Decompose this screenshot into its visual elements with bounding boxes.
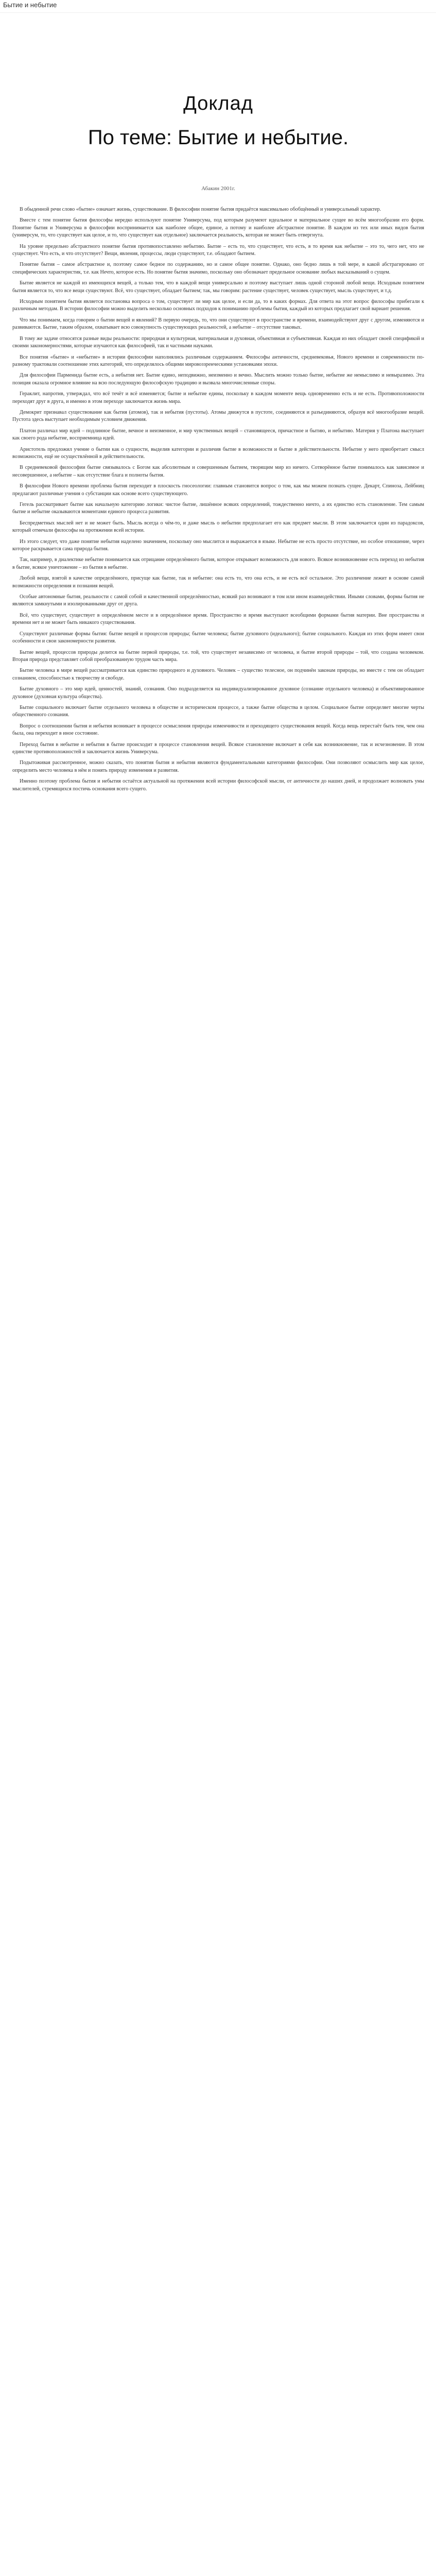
body-paragraph: В обыденной речи слово «бытие» означает жизнь, существование. В философии понятие бытия придаётся максимально обобщённый и универсальный характер.	[20, 207, 381, 212]
body-paragraph: Особые автономные бытия, реальности с самой собой и качественной определённостью, всякий раз возникают в том или ином взаимодействии. Иными словами, формы бытия не являются замкнутыми и изолированными друг от друга.	[12, 594, 424, 607]
body-paragraph: В философии Нового времени проблема бытия переходит в плоскость гносеологии: главным становится вопрос о том, как мы можем познать сущее. Декарт, Спиноза, Лейбниц предлагают различные учения о субстанции как основе всего существующего.	[12, 483, 424, 497]
body-paragraph: Из этого следует, что даже понятие небытия наделено значением, поскольку оно мыслится и выражается в языке. Небытие не есть просто отсутствие, но особое отношение, через которое раскрывается сама природа бытия.	[12, 538, 424, 552]
body-paragraph: Вместе с тем понятие бытия философы нередко используют понятие Универсума, под которым разумеют идеальное и материальное сущее во всём многообразии его форм. Понятие бытия и Универсума в философии воспринимается как наиболее общее, единое, а потому и наиболее абстрактное понятие. В каждом из тех или иных видов бытия (универсум, то, что существует как целое, и то, что существует как отдельное) заключается реальность, которая не может быть отвергнута.	[12, 217, 424, 239]
window-title-bar	[0, 0, 436, 13]
body-paragraph: Демокрит признавал существование как бытия (атомов), так и небытия (пустоты). Атомы движутся в пустоте, соединяются и разъединяются, образуя всё многообразие вещей. Пустота здесь выступает необходимым условием движения.	[12, 409, 424, 423]
body-paragraph: Бытие духовного – это мир идей, ценностей, знаний, сознания. Оно подразделяется на индивидуализированное духовное (сознание отдельного человека) и объективированное духовное (духовная культура общества).	[12, 686, 424, 700]
document-page	[12, 93, 424, 796]
body-paragraph: Понятие бытия – самое абстрактное и, поэтому самое бедное по содержанию, но и самое общее понятие. Однако, оно бедно лишь в той мере, в какой абстрагировано от специфических характеристик, т.е. как Нечто, которое есть. Но понятие бытия значимо, поскольку оно обозначает предельное основание любых высказываний о сущем.	[12, 262, 424, 275]
body-paragraph: Переход бытия в небытие и небытия в бытие происходит в процессе становления вещей. Всякое становление включает в себя как возникновение, так и исчезновение. В этом единстве противоположностей и заключается жизнь Универсума.	[12, 741, 424, 755]
body-paragraph: Бытие человека в мире вещей рассматривается как единство природного и духовного. Человек – существо телесное, он подчинён законам природы, но вместе с тем он обладает сознанием, способностью к творчеству и свободе.	[12, 668, 424, 681]
body-paragraph: Для философии Парменида бытие есть, а небытия нет. Бытие едино, неподвижно, неизменно и вечно. Мыслить можно только бытие, небытие же немыслимо и невыразимо. Эта позиция оказала огромное влияние на всю последующую философскую традицию и вызвала многочисленные споры.	[12, 372, 424, 386]
body-paragraph: Подытоживая рассмотренное, можно сказать, что понятия бытия и небытия являются фундаментальными категориями философии. Они позволяют осмыслить мир как целое, определить место человека в нём и понять природу изменения и развития.	[12, 760, 424, 773]
document-body	[12, 206, 424, 793]
document-subtitle: По теме: Бытие и небытие.	[88, 126, 349, 149]
body-paragraph: Существуют различные формы бытия: бытие вещей и процессов природы; бытие человека; бытие духовного (идеального); бытие социального. Каждая из этих форм имеет свои особенности и свои закономерности развития.	[12, 631, 424, 645]
body-paragraph: Что мы понимаем, когда говорим о бытии вещей и явлений? В первую очередь, то, что они существуют в пространстве и времени, взаимодействуют друг с другом, изменяются и развиваются. Бытие, таким образом, охватывает всю совокупность существующих реальностей, а небытие – отсутствие таковых.	[12, 317, 424, 331]
body-paragraph: Любой вещи, взятой в качестве определённого, присуще как бытие, так и небытие: она есть то, что она есть, и не есть всё остальное. Это различение лежит в основе самой возможности определения и познания вещей.	[12, 575, 424, 589]
body-paragraph: Гегель рассматривает бытие как начальную категорию логики: чистое бытие, лишённое всяких определений, тождественно ничто, а их единство есть становление. Тем самым бытие и небытие оказываются моментами единого процесса развития.	[12, 502, 424, 515]
body-paragraph: Аристотель предложил учение о бытии как о сущности, выделив категории и различив бытие в возможности и бытие в действительности. Небытие у него приобретает смысл возможности, ещё не осуществлённой в действительности.	[12, 446, 424, 460]
body-paragraph: В тому же задаче относятся разные виды реальности: природная и культурная, материальная и духовная, объективная и субъективная. Каждая из них обладает своей спецификой и своими закономерностями, которые изучаются как философией, так и частными науками.	[12, 335, 424, 349]
body-paragraph: Бытие является не каждой из имеющихся вещей, а только тем, что в каждой вещи универсально и поэтому выступает лишь одной стороной любой вещи. Исходным понятием бытия является то, что все вещи существуют. Всё, что существует, обладает бытием; так, мы говорим: растение существует, человек существует, мысль существует, и т.д.	[12, 280, 424, 294]
body-paragraph: Беспредметных мыслей нет и не может быть. Мысль всегда о чём-то, и даже мысль о небытии предполагает его как предмет мысли. В этом заключается один из парадоксов, который отмечали философы на протяжении всей истории.	[12, 520, 424, 534]
body-paragraph: Исходным понятием бытия является постановка вопроса о том, существует ли мир как целое, и если да, то в каких формах. Для ответа на этот вопрос философы прибегали к различным методам. В истории философии можно выделить несколько основных подходов к пониманию проблемы бытия, каждый из которых предлагает свой вариант решения.	[12, 299, 424, 312]
body-paragraph: Бытие социального включает бытие отдельного человека в обществе и историческом процессе, а также бытие общества в целом. Социальное бытие определяет многие черты общественного сознания.	[12, 704, 424, 718]
author-line: Абакин 2001г.	[201, 185, 235, 192]
document-title: Доклад	[183, 93, 253, 114]
body-paragraph: Бытие вещей, процессов природы делится на бытие первой природы, т.е. той, что существует независимо от человека, и бытие второй природы – той, что создана человеком. Вторая природа представляет собой преобразованную трудом часть мира.	[12, 649, 424, 663]
body-paragraph: Все понятия «бытие» и «небытие» в истории философии наполнялись различным содержанием. Философы античности, средневековья, Нового времени и современности по-разному трактовали соотношение этих категорий, что определялось общими мировоззренческими установками эпохи.	[12, 354, 424, 367]
title-block	[12, 93, 424, 149]
body-paragraph: Всё, что существует, существует в определённом месте и в определённое время. Пространство и время выступают всеобщими формами бытия материи. Вне пространства и времени нет и не может быть никакого существования.	[12, 612, 424, 626]
body-paragraph: Платон различал мир идей – подлинное бытие, вечное и неизменное, и мир чувственных вещей – становящееся, причастное и бытию, и небытию. Материя у Платона выступает как своего рода небытие, восприемница идей.	[12, 428, 424, 442]
body-paragraph: В средневековой философии бытие связывалось с Богом как абсолютным и совершенным бытием, творящим мир из ничего. Сотворённое бытие понималось как зависимое и несовершенное, а небытие – как отсутствие блага и полноты бытия.	[12, 465, 424, 478]
body-paragraph: Вопрос о соотношении бытия и небытия возникает в процессе осмысления природы изменчивости и преходящего существования вещей. Когда вещь перестаёт быть тем, чем она была, она переходит в иное состояние.	[12, 723, 424, 737]
body-paragraph: Так, например, в диалектике небытие понимается как отрицание определённого бытия, которое открывает возможность для нового. Всякое возникновение есть переход из небытия в бытие, всякое уничтожение – из бытия в небытие.	[12, 557, 424, 570]
tab-title: Бытие и небытие	[3, 1, 57, 9]
body-paragraph: Именно поэтому проблема бытия и небытия остаётся актуальной на протяжении всей истории философской мысли, от античности до наших дней, и продолжает волновать умы мыслителей, стремящихся постичь основания всего сущего.	[12, 778, 424, 792]
body-paragraph: Гераклит, напротив, утверждал, что всё течёт и всё изменяется; бытие и небытие едины, поскольку в каждом моменте вещь одновременно есть и не есть. Противоположности переходят друг в друга, и именно в этом переходе заключается жизнь мира.	[12, 391, 424, 404]
body-paragraph: На уровне предельно абстрактного понятие бытия противопоставлено небытию. Бытие – есть то, что существует, что есть, в то время как небытие – это то, чего нет, что не существует. Что есть, и что отсутствует? Вещи, явления, процессы, люди существуют, т.е. обладают бытием.	[12, 243, 424, 257]
